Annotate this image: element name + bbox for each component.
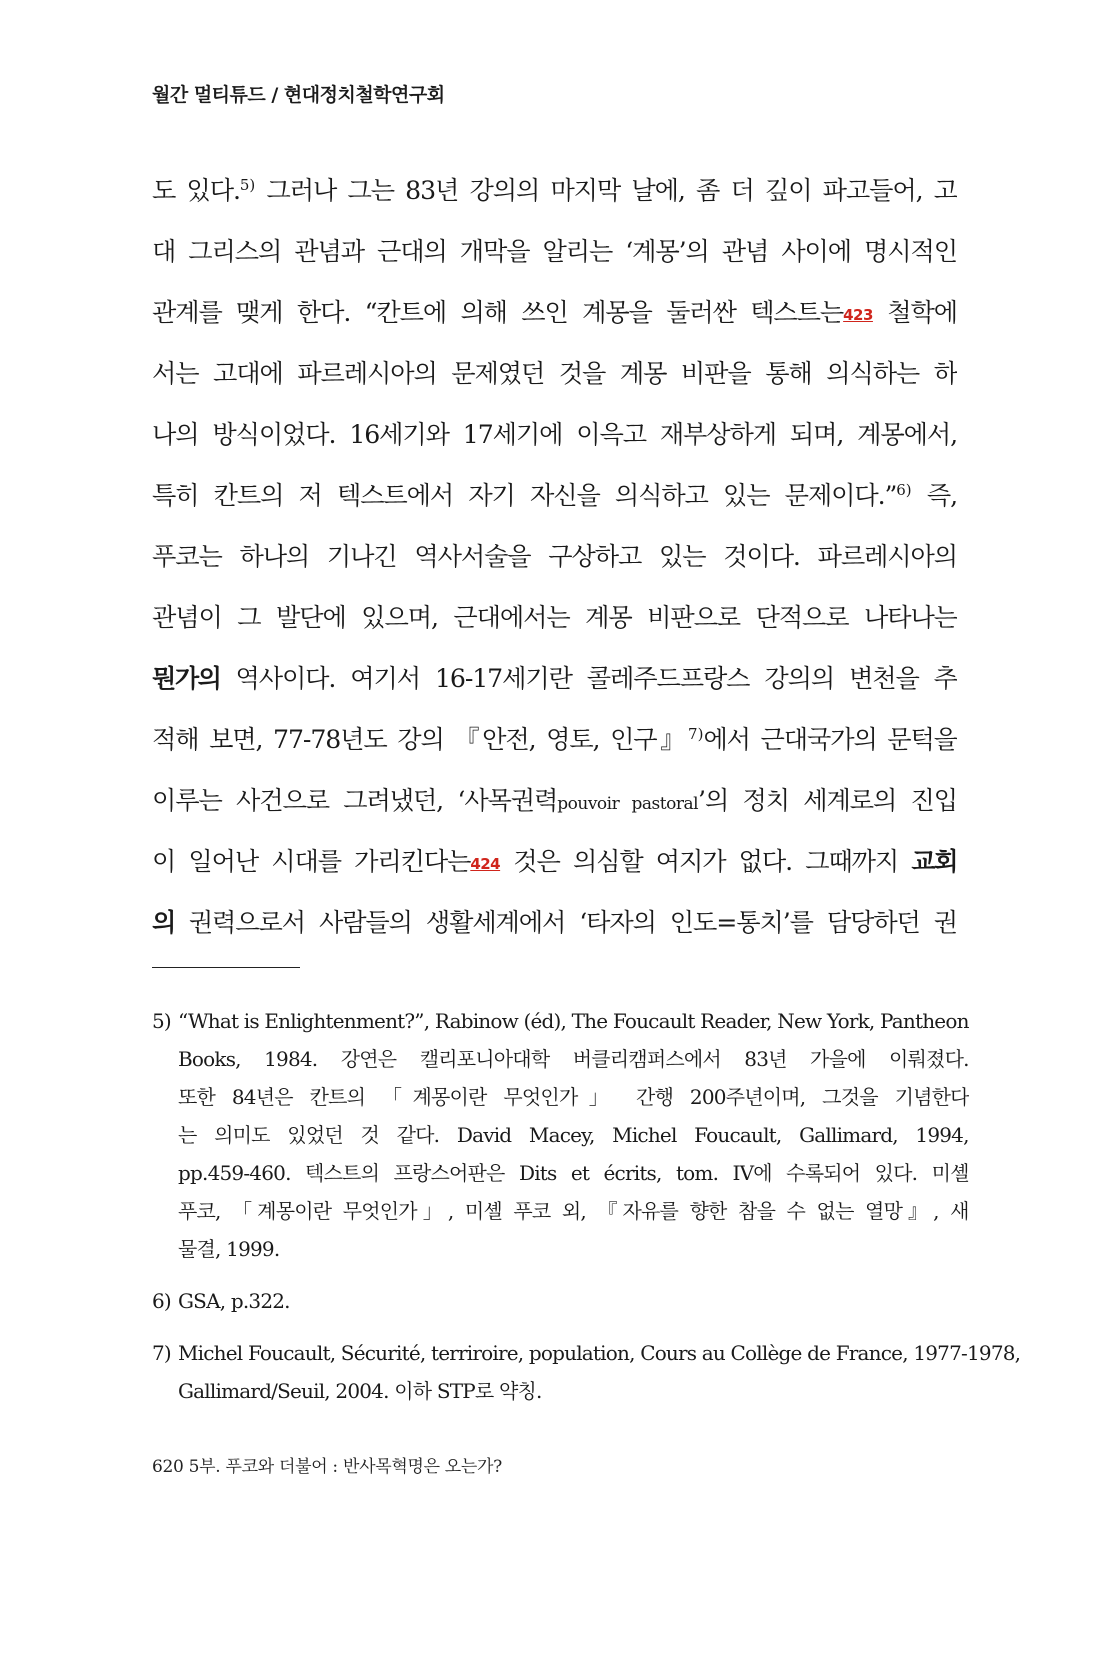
text-line: 도 있다.$^{5)}$ 그러나 그는 83년 강의의 마지막 날에, 좀 더 깊이 파고들어, 고 [152, 176, 957, 205]
footnote [152, 1002, 969, 1268]
footnote-line: 물결, 1999. [178, 1237, 280, 1261]
footnote [152, 1334, 1021, 1410]
footnote-line: GSA, p.322. [178, 1289, 290, 1313]
text-line: 이 일어난 시대를 가리킨다는424 것은 의심할 여지가 없다. 그때까지 교회 [152, 847, 957, 876]
text-line: 대 그리스의 관념과 근대의 개막을 알리는 ‘계몽’의 관념 사이에 명시적인 [152, 237, 957, 266]
footnote-line: “What is Enlightenment?”, Rabinow (éd), The Foucault Reader, New York, Pantheon [178, 1009, 969, 1033]
text-line: 뭔가의 역사이다. 여기서 16-17세기란 콜레주드프랑스 강의의 변천을 추 [152, 664, 957, 693]
footnote-divider [152, 967, 300, 968]
footnote-line: Gallimard/Seuil, 2004. 이하 STP로 약칭. [178, 1379, 542, 1403]
footnote-line: pp.459-460. 텍스트의 프랑스어판은 Dits et écrits, tom. IV에 수록되어 있다. 미셸 [178, 1161, 969, 1185]
footnote-ref[interactable]: 5) [239, 176, 256, 194]
running-header: 월간 멀티튜드 / 현대정치철학연구회 [152, 84, 445, 106]
footnote [152, 1282, 957, 1320]
text-line: 나의 방식이었다. 16세기와 17세기에 이윽고 재부상하게 되며, 계몽에서, [152, 420, 957, 449]
footnote-line: 는 의미도 있었던 것 같다. David Macey, Michel Foucault, Gallimard, 1994, [178, 1123, 969, 1147]
footnote-line: 푸코, 「계몽이란 무엇인가」, 미셸 푸코 외, 『자유를 향한 참을 수 없는 열망』, 새 [178, 1199, 969, 1223]
text-line: 관념이 그 발단에 있으며, 근대에서는 계몽 비판으로 단적으로 나타나는 [152, 603, 957, 632]
french-term: pouvoir pastoral [557, 794, 699, 814]
footnote-number: 6) [152, 1289, 171, 1313]
text-line: 특히 칸트의 저 텍스트에서 자기 자신을 의식하고 있는 문제이다.”$^{6)}$ 즉, [152, 481, 957, 510]
footnotes [152, 1002, 1021, 1418]
text-line: 이루는 사건으로 그려냈던, ‘사목권력pouvoir pastoral’의 정치 세계로의 진입 [152, 786, 957, 815]
text-line: 적해 보면, 77-78년도 강의 『안전, 영토, 인구』$^{7)}$에서 근대국가의 문턱을 [152, 725, 957, 754]
footnote-line: Books, 1984. 강연은 캘리포니아대학 버클리캠퍼스에서 83년 가을에 이뤄졌다. [178, 1047, 969, 1071]
page-marker[interactable]: 423 [843, 306, 873, 324]
text-line: 푸코는 하나의 기나긴 역사서술을 구상하고 있는 것이다. 파르레시아의 [152, 542, 957, 571]
bold-term: 의 [152, 908, 175, 937]
footnote-ref[interactable]: 7) [688, 725, 704, 743]
page-marker[interactable]: 424 [470, 855, 501, 873]
text-line: 서는 고대에 파르레시아의 문제였던 것을 계몽 비판을 통해 의식하는 하 [152, 359, 957, 388]
footnote-number: 5) [152, 1009, 171, 1033]
text-line: 의 권력으로서 사람들의 생활세계에서 ‘타자의 인도=통치’를 담당하던 권 [152, 908, 957, 937]
page-footer: 620 5부. 푸코와 더불어 : 반사목혁명은 오는가? [152, 1457, 502, 1477]
bold-term: 뭔가의 [152, 664, 221, 693]
footnote-ref[interactable]: 6) [896, 481, 912, 499]
footnote-number: 7) [152, 1341, 171, 1365]
footnote-line: 또한 84년은 칸트의 「계몽이란 무엇인가」 간행 200주년이며, 그것을 기념한다 [178, 1085, 969, 1109]
footnote-line: Michel Foucault, Sécurité, terriroire, population, Cours au Collège de France, 1977-1978, [178, 1341, 1021, 1365]
text-line: 관계를 맺게 한다. “칸트에 의해 쓰인 계몽을 둘러싼 텍스트는423 철학에 [152, 298, 957, 327]
main-text [152, 160, 957, 953]
bold-term: 교회 [911, 847, 957, 876]
